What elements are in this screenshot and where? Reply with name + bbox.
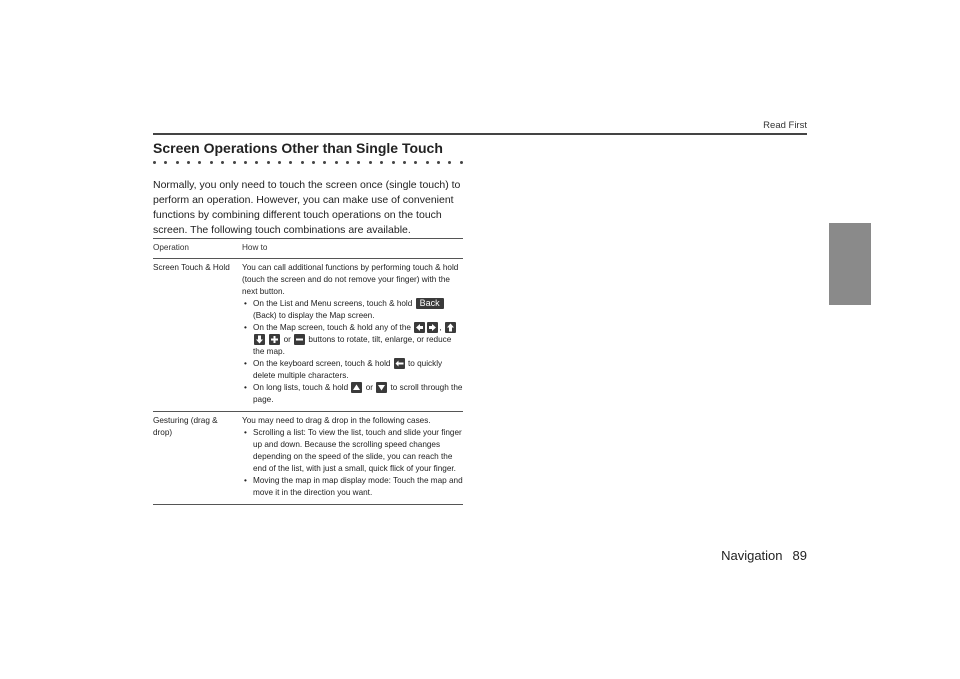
running-head: Read First xyxy=(763,120,807,131)
scroll-up-icon xyxy=(351,382,362,393)
header-rule xyxy=(153,133,807,135)
operations-table xyxy=(153,238,463,505)
operation-name: Screen Touch & Hold xyxy=(153,263,230,272)
page-footer xyxy=(721,548,807,563)
header-operation: Operation xyxy=(153,243,189,252)
how-to-intro: You can call additional functions by performing touch & hold (touch the screen and do not remove your finger) with the next button. xyxy=(242,263,459,296)
arrow-right-icon xyxy=(427,322,438,333)
scroll-down-icon xyxy=(376,382,387,393)
list-item: • Scrolling a list: To view the list, touch and slide your finger up and down. Because the scrolling speed changes depending on the speed of the slide, you can reach the end of the list, with just a small, quick flick of your finger. xyxy=(242,427,463,475)
arrow-left-icon xyxy=(414,322,425,333)
list-item: • On the keyboard screen, touch & hold to quickly delete multiple characters. xyxy=(242,358,463,382)
zoom-out-icon xyxy=(294,334,305,345)
intro-paragraph: Normally, you only need to touch the screen once (single touch) to perform an operation. However, you can make use of convenient functions by combining different touch operations on the touch screen. The following touch combinations are available. xyxy=(153,179,461,236)
list-item: • On the List and Menu screens, touch & hold Back (Back) to display the Map screen. xyxy=(242,298,463,322)
list-item: • Moving the map in map display mode: Touch the map and move it in the direction you want. xyxy=(242,475,463,499)
dotted-divider xyxy=(153,159,463,165)
page-number: 89 xyxy=(792,548,807,563)
how-to-intro: You may need to drag & drop in the following cases. xyxy=(242,416,431,425)
chapter-tab xyxy=(829,223,871,305)
footer-section: Navigation xyxy=(721,548,783,563)
zoom-in-icon xyxy=(269,334,280,345)
section-title: Screen Operations Other than Single Touch xyxy=(153,140,443,156)
list-item: • On the Map screen, touch & hold any of the , or buttons to rotate, tilt, enlarge, or reduce the map. xyxy=(242,322,463,358)
table-row xyxy=(153,259,463,412)
header-how-to: How to xyxy=(242,243,268,252)
operation-name: Gesturing (drag & drop) xyxy=(153,416,218,437)
list-item: • On long lists, touch & hold or to scroll through the page. xyxy=(242,382,463,406)
table-row xyxy=(153,412,463,505)
arrow-up-icon xyxy=(445,322,456,333)
backspace-icon xyxy=(394,358,405,369)
table-header-row xyxy=(153,238,463,259)
back-button-icon: Back xyxy=(416,298,444,309)
how-to-cell xyxy=(242,415,463,499)
arrow-down-icon xyxy=(254,334,265,345)
how-to-cell xyxy=(242,262,463,406)
